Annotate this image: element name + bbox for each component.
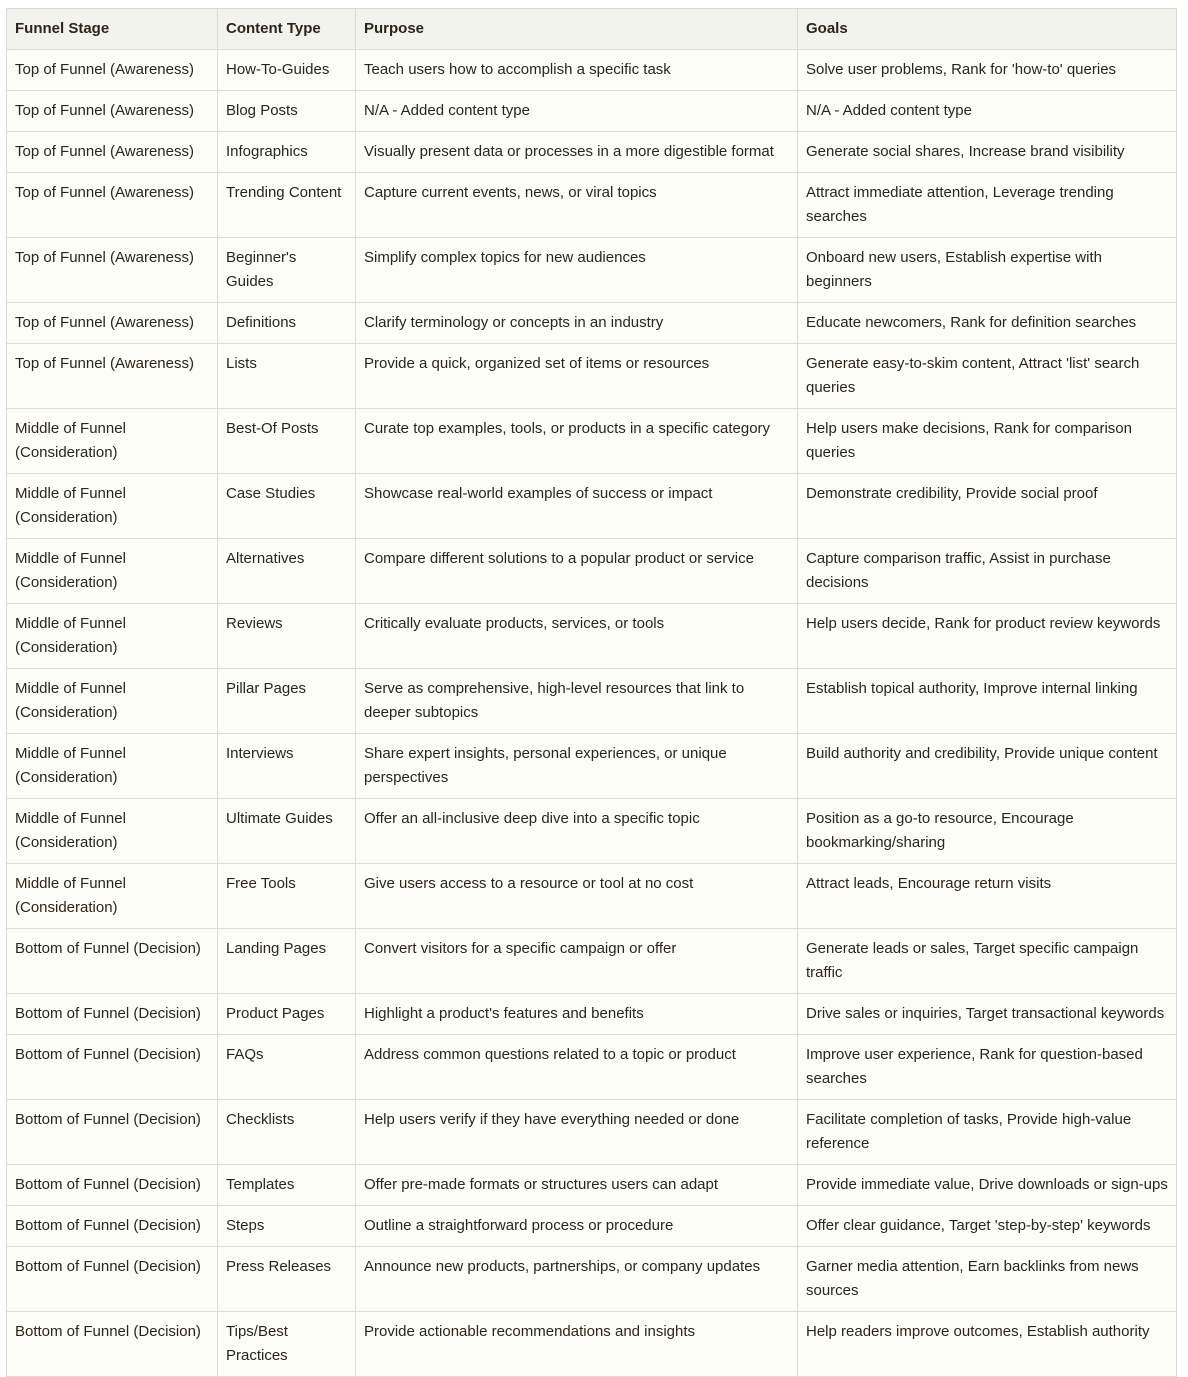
cell-content-type: Lists bbox=[218, 344, 356, 409]
cell-purpose: Critically evaluate products, services, or tools bbox=[356, 604, 798, 669]
cell-content-type: Alternatives bbox=[218, 539, 356, 604]
cell-purpose: Outline a straightforward process or procedure bbox=[356, 1206, 798, 1247]
cell-purpose: Convert visitors for a specific campaign or offer bbox=[356, 929, 798, 994]
cell-funnel-stage: Top of Funnel (Awareness) bbox=[7, 91, 218, 132]
cell-funnel-stage: Bottom of Funnel (Decision) bbox=[7, 929, 218, 994]
cell-goals: Drive sales or inquiries, Target transactional keywords bbox=[798, 994, 1177, 1035]
table-row bbox=[7, 734, 1177, 799]
table-row bbox=[7, 669, 1177, 734]
table-row bbox=[7, 238, 1177, 303]
cell-content-type: Beginner's Guides bbox=[218, 238, 356, 303]
cell-goals: Offer clear guidance, Target 'step-by-step' keywords bbox=[798, 1206, 1177, 1247]
cell-purpose: Teach users how to accomplish a specific task bbox=[356, 50, 798, 91]
cell-purpose: N/A - Added content type bbox=[356, 91, 798, 132]
cell-purpose: Simplify complex topics for new audiences bbox=[356, 238, 798, 303]
table-row bbox=[7, 303, 1177, 344]
table-row bbox=[7, 1247, 1177, 1312]
table-row bbox=[7, 173, 1177, 238]
table-row bbox=[7, 1100, 1177, 1165]
cell-goals: Attract immediate attention, Leverage trending searches bbox=[798, 173, 1177, 238]
cell-purpose: Curate top examples, tools, or products in a specific category bbox=[356, 409, 798, 474]
cell-goals: N/A - Added content type bbox=[798, 91, 1177, 132]
cell-goals: Help users decide, Rank for product review keywords bbox=[798, 604, 1177, 669]
funnel-content-table-container bbox=[6, 8, 1176, 1377]
table-row bbox=[7, 50, 1177, 91]
cell-purpose: Provide actionable recommendations and insights bbox=[356, 1312, 798, 1377]
cell-goals: Onboard new users, Establish expertise with beginners bbox=[798, 238, 1177, 303]
cell-purpose: Visually present data or processes in a more digestible format bbox=[356, 132, 798, 173]
cell-funnel-stage: Bottom of Funnel (Decision) bbox=[7, 1247, 218, 1312]
cell-goals: Educate newcomers, Rank for definition searches bbox=[798, 303, 1177, 344]
cell-content-type: Reviews bbox=[218, 604, 356, 669]
cell-goals: Help users make decisions, Rank for comparison queries bbox=[798, 409, 1177, 474]
cell-goals: Facilitate completion of tasks, Provide high-value reference bbox=[798, 1100, 1177, 1165]
cell-content-type: Landing Pages bbox=[218, 929, 356, 994]
table-body bbox=[7, 50, 1177, 1377]
cell-purpose: Serve as comprehensive, high-level resources that link to deeper subtopics bbox=[356, 669, 798, 734]
table-row bbox=[7, 91, 1177, 132]
cell-content-type: Infographics bbox=[218, 132, 356, 173]
cell-funnel-stage: Top of Funnel (Awareness) bbox=[7, 303, 218, 344]
cell-content-type: Templates bbox=[218, 1165, 356, 1206]
cell-purpose: Clarify terminology or concepts in an industry bbox=[356, 303, 798, 344]
cell-goals: Capture comparison traffic, Assist in purchase decisions bbox=[798, 539, 1177, 604]
cell-funnel-stage: Bottom of Funnel (Decision) bbox=[7, 1312, 218, 1377]
cell-goals: Garner media attention, Earn backlinks from news sources bbox=[798, 1247, 1177, 1312]
cell-goals: Generate leads or sales, Target specific campaign traffic bbox=[798, 929, 1177, 994]
cell-goals: Establish topical authority, Improve internal linking bbox=[798, 669, 1177, 734]
cell-content-type: Trending Content bbox=[218, 173, 356, 238]
cell-content-type: FAQs bbox=[218, 1035, 356, 1100]
table-row bbox=[7, 604, 1177, 669]
cell-goals: Attract leads, Encourage return visits bbox=[798, 864, 1177, 929]
cell-content-type: Pillar Pages bbox=[218, 669, 356, 734]
cell-funnel-stage: Middle of Funnel (Consideration) bbox=[7, 539, 218, 604]
cell-funnel-stage: Bottom of Funnel (Decision) bbox=[7, 1035, 218, 1100]
table-row bbox=[7, 1206, 1177, 1247]
cell-funnel-stage: Bottom of Funnel (Decision) bbox=[7, 1165, 218, 1206]
table-row bbox=[7, 409, 1177, 474]
cell-funnel-stage: Middle of Funnel (Consideration) bbox=[7, 799, 218, 864]
cell-goals: Solve user problems, Rank for 'how-to' queries bbox=[798, 50, 1177, 91]
cell-funnel-stage: Bottom of Funnel (Decision) bbox=[7, 1100, 218, 1165]
table-row bbox=[7, 474, 1177, 539]
cell-content-type: Product Pages bbox=[218, 994, 356, 1035]
cell-funnel-stage: Top of Funnel (Awareness) bbox=[7, 173, 218, 238]
cell-funnel-stage: Middle of Funnel (Consideration) bbox=[7, 474, 218, 539]
cell-funnel-stage: Middle of Funnel (Consideration) bbox=[7, 409, 218, 474]
cell-purpose: Share expert insights, personal experiences, or unique perspectives bbox=[356, 734, 798, 799]
cell-purpose: Address common questions related to a topic or product bbox=[356, 1035, 798, 1100]
cell-content-type: Checklists bbox=[218, 1100, 356, 1165]
cell-purpose: Offer an all-inclusive deep dive into a specific topic bbox=[356, 799, 798, 864]
table-row bbox=[7, 132, 1177, 173]
table-row bbox=[7, 344, 1177, 409]
table-row bbox=[7, 929, 1177, 994]
header-content-type: Content Type bbox=[218, 9, 356, 50]
header-row bbox=[7, 9, 1177, 50]
cell-content-type: Free Tools bbox=[218, 864, 356, 929]
cell-purpose: Announce new products, partnerships, or company updates bbox=[356, 1247, 798, 1312]
table-row bbox=[7, 994, 1177, 1035]
cell-content-type: Press Releases bbox=[218, 1247, 356, 1312]
cell-funnel-stage: Top of Funnel (Awareness) bbox=[7, 344, 218, 409]
cell-funnel-stage: Bottom of Funnel (Decision) bbox=[7, 994, 218, 1035]
header-goals: Goals bbox=[798, 9, 1177, 50]
cell-content-type: Case Studies bbox=[218, 474, 356, 539]
table-row bbox=[7, 1035, 1177, 1100]
cell-content-type: Ultimate Guides bbox=[218, 799, 356, 864]
cell-content-type: Blog Posts bbox=[218, 91, 356, 132]
table-row bbox=[7, 539, 1177, 604]
cell-purpose: Highlight a product's features and benefits bbox=[356, 994, 798, 1035]
cell-funnel-stage: Middle of Funnel (Consideration) bbox=[7, 864, 218, 929]
cell-funnel-stage: Bottom of Funnel (Decision) bbox=[7, 1206, 218, 1247]
cell-content-type: Interviews bbox=[218, 734, 356, 799]
funnel-content-table bbox=[6, 8, 1177, 1377]
cell-content-type: Tips/Best Practices bbox=[218, 1312, 356, 1377]
cell-funnel-stage: Top of Funnel (Awareness) bbox=[7, 50, 218, 91]
cell-goals: Position as a go-to resource, Encourage bookmarking/sharing bbox=[798, 799, 1177, 864]
table-row bbox=[7, 1312, 1177, 1377]
cell-purpose: Compare different solutions to a popular product or service bbox=[356, 539, 798, 604]
cell-funnel-stage: Middle of Funnel (Consideration) bbox=[7, 604, 218, 669]
cell-goals: Generate social shares, Increase brand visibility bbox=[798, 132, 1177, 173]
cell-goals: Demonstrate credibility, Provide social proof bbox=[798, 474, 1177, 539]
cell-purpose: Showcase real-world examples of success or impact bbox=[356, 474, 798, 539]
cell-purpose: Offer pre-made formats or structures users can adapt bbox=[356, 1165, 798, 1206]
cell-purpose: Capture current events, news, or viral topics bbox=[356, 173, 798, 238]
cell-purpose: Help users verify if they have everything needed or done bbox=[356, 1100, 798, 1165]
cell-funnel-stage: Middle of Funnel (Consideration) bbox=[7, 669, 218, 734]
cell-content-type: Steps bbox=[218, 1206, 356, 1247]
cell-goals: Generate easy-to-skim content, Attract 'list' search queries bbox=[798, 344, 1177, 409]
table-row bbox=[7, 799, 1177, 864]
cell-funnel-stage: Top of Funnel (Awareness) bbox=[7, 238, 218, 303]
cell-goals: Build authority and credibility, Provide unique content bbox=[798, 734, 1177, 799]
cell-purpose: Give users access to a resource or tool at no cost bbox=[356, 864, 798, 929]
header-funnel-stage: Funnel Stage bbox=[7, 9, 218, 50]
cell-content-type: Definitions bbox=[218, 303, 356, 344]
cell-funnel-stage: Middle of Funnel (Consideration) bbox=[7, 734, 218, 799]
cell-goals: Help readers improve outcomes, Establish authority bbox=[798, 1312, 1177, 1377]
cell-content-type: Best-Of Posts bbox=[218, 409, 356, 474]
header-purpose: Purpose bbox=[356, 9, 798, 50]
cell-goals: Provide immediate value, Drive downloads or sign-ups bbox=[798, 1165, 1177, 1206]
table-row bbox=[7, 1165, 1177, 1206]
cell-purpose: Provide a quick, organized set of items or resources bbox=[356, 344, 798, 409]
table-header bbox=[7, 9, 1177, 50]
table-row bbox=[7, 864, 1177, 929]
cell-content-type: How-To-Guides bbox=[218, 50, 356, 91]
cell-funnel-stage: Top of Funnel (Awareness) bbox=[7, 132, 218, 173]
cell-goals: Improve user experience, Rank for question-based searches bbox=[798, 1035, 1177, 1100]
